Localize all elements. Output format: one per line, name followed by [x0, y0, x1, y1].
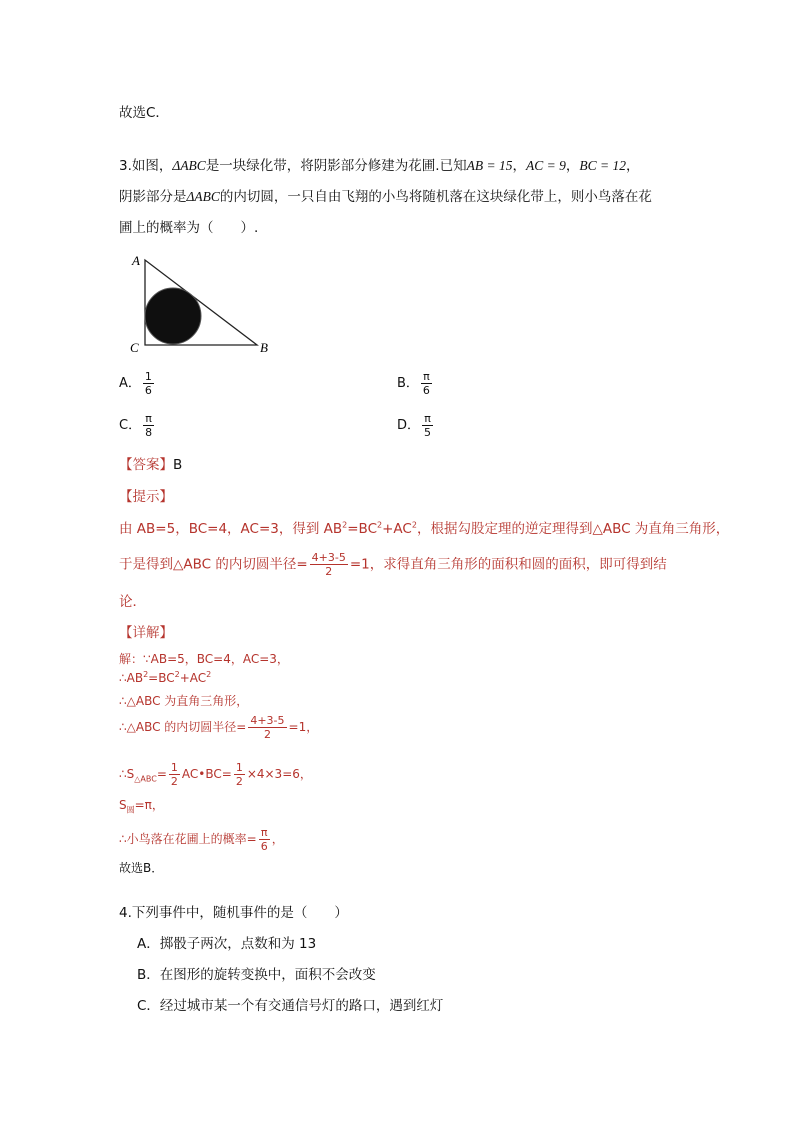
q3-detail-line6: $S_圆=\pi$， — [119, 798, 164, 815]
figure-label-c: C — [130, 340, 139, 355]
q3-detail-line4: ∴△ABC 的内切圆半径= $\frac{4+3-5}{2}$ =1， — [119, 714, 319, 741]
q3-detail-line7: ∴小鸟落在花圃上的概率= $\frac{\pi}{6}$ ， — [119, 826, 284, 853]
incircle-shaded — [145, 288, 201, 344]
q3-stem-line3: 圃上的概率为（ ）. — [119, 220, 259, 236]
q4-option-c[interactable]: C．经过城市某一个有交通信号灯的路口，遇到红灯 — [137, 998, 444, 1014]
q3-detail-line8: 故选B． — [119, 861, 164, 875]
q3-hint-line3: 论． — [119, 594, 146, 610]
q3-option-a[interactable]: A． $\frac{1}{6}$ — [119, 370, 152, 397]
q4-stem: 4.下列事件中，随机事件的是（ ） — [119, 905, 348, 921]
q3-answer: 【答案】B — [119, 457, 183, 473]
q3-detail-line3: ∴△ABC 为直角三角形， — [119, 694, 249, 708]
prev-conclusion: 故选C． — [119, 105, 169, 121]
figure-label-a: A — [132, 253, 140, 268]
q4-option-a[interactable]: A．掷骰子两次，点数和为 13 — [137, 936, 317, 952]
figure-label-b: B — [260, 340, 268, 355]
q3-option-b[interactable]: B． $\frac{\pi}{6}$ — [397, 370, 430, 397]
triangle-figure — [125, 250, 285, 360]
q3-hint-line1: 由 AB=5，BC=4，AC=3，得到 $AB^2=BC^2+AC^2$，根据勾股定理的逆定理得到△ABC 为直角三角形， — [119, 520, 730, 537]
q3-detail-label: 【详解】 — [119, 625, 173, 641]
q3-option-c[interactable]: C． $\frac{\pi}{8}$ — [119, 412, 153, 439]
q3-hint-line2: 于是得到△ABC 的内切圆半径= $\frac{4+3-5}{2}$ =1，求得直角三角形的面积和圆的面积，即可得到结 — [119, 551, 667, 578]
q3-hint-label: 【提示】 — [119, 489, 173, 505]
q3-detail-line5: $\therefore S_{\triangle ABC}=$ $\frac{1}{2}$ AC•BC= $\frac{1}{2}$ ×4×3=6， — [119, 761, 312, 788]
q3-detail-line2: $\therefore AB^2=BC^2+AC^2$ — [119, 670, 212, 685]
q3-detail-line1: 解：∵AB=5，BC=4，AC=3， — [119, 652, 289, 666]
q3-stem-line1: 3.如图，ΔABC是一块绿化带，将阴影部分修建为花圃.已知AB = 15，AC = 9，BC = 12， — [119, 158, 640, 174]
q3-stem-line2: 阴影部分是ΔABC的内切圆，一只自由飞翔的小鸟将随机落在这块绿化带上，则小鸟落在花 — [119, 189, 652, 205]
q4-option-b[interactable]: B．在图形的旋转变换中，面积不会改变 — [137, 967, 376, 983]
q3-option-d[interactable]: D． $\frac{\pi}{5}$ — [397, 412, 432, 439]
